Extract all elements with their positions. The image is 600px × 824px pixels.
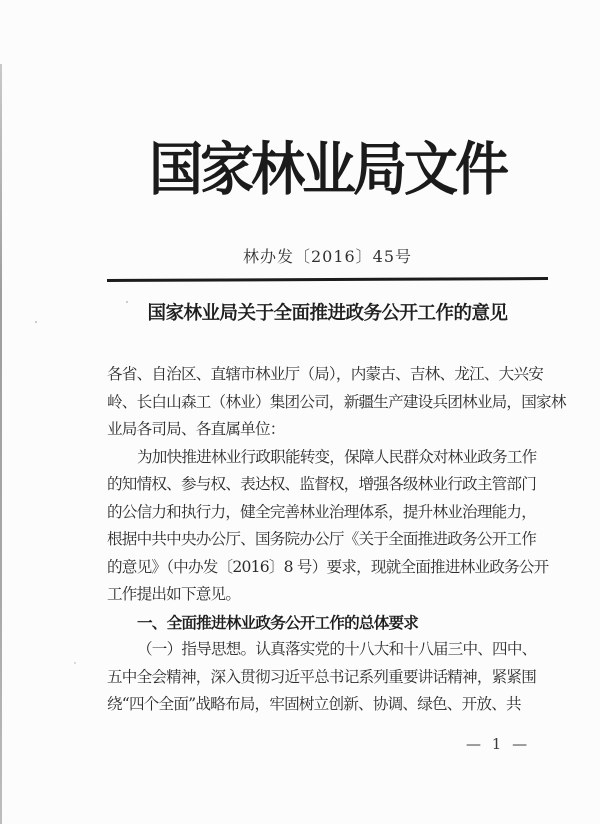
- body-line: 五中全会精神，深入贯彻习近平总书记系列重要讲话精神，紧紧围: [107, 667, 537, 686]
- body-line: 的意见》（中办发〔2016〕8 号）要求，现就全面推进林业政务公开: [107, 557, 549, 576]
- body-line: 岭、长白山森工（林业）集团公司，新疆生产建设兵团林业局，国家林: [107, 392, 566, 411]
- body-line: 一、全面推进林业政务公开工作的总体要求: [137, 612, 419, 632]
- scan-speck: [74, 662, 76, 664]
- document-number: 林办发〔2016〕45号: [242, 247, 413, 266]
- body-line: 为加快推进林业行政职能转变，保障人民群众对林业政务工作: [137, 447, 537, 466]
- body-line: 绕“四个全面”战略布局，牢固树立创新、协调、绿色、开放、共: [107, 695, 521, 713]
- body-line: 各省、自治区、直辖市林业厅（局），内蒙古、吉林、龙江、大兴安: [107, 365, 544, 383]
- body-line: 业局各司局、各直属单位：: [107, 420, 285, 438]
- agency-letterhead-title: 国家林业局文件: [149, 135, 506, 203]
- body-line: 根据中共中央办公厅、国务院办公厅《关于全面推进政务公开工作: [107, 530, 537, 548]
- scan-edge-artifact: [0, 64, 2, 824]
- body-line: 的公信力和执行力，健全完善林业治理体系，提升林业治理能力，: [107, 502, 537, 521]
- page-number: — 1 —: [466, 735, 531, 753]
- document-body: [107, 361, 566, 719]
- scan-speck: [35, 321, 37, 323]
- body-line: （一）指导思想。认真落实党的十八大和十八届三中、四中、: [137, 640, 537, 658]
- letterhead-divider-rule: [107, 277, 548, 282]
- body-line: 的知情权、参与权、表达权、监督权，增强各级林业行政主管部门: [107, 475, 537, 493]
- document-title: 国家林业局关于全面推进政务公开工作的意见: [147, 303, 508, 324]
- body-line: 工作提出如下意见。: [107, 585, 241, 603]
